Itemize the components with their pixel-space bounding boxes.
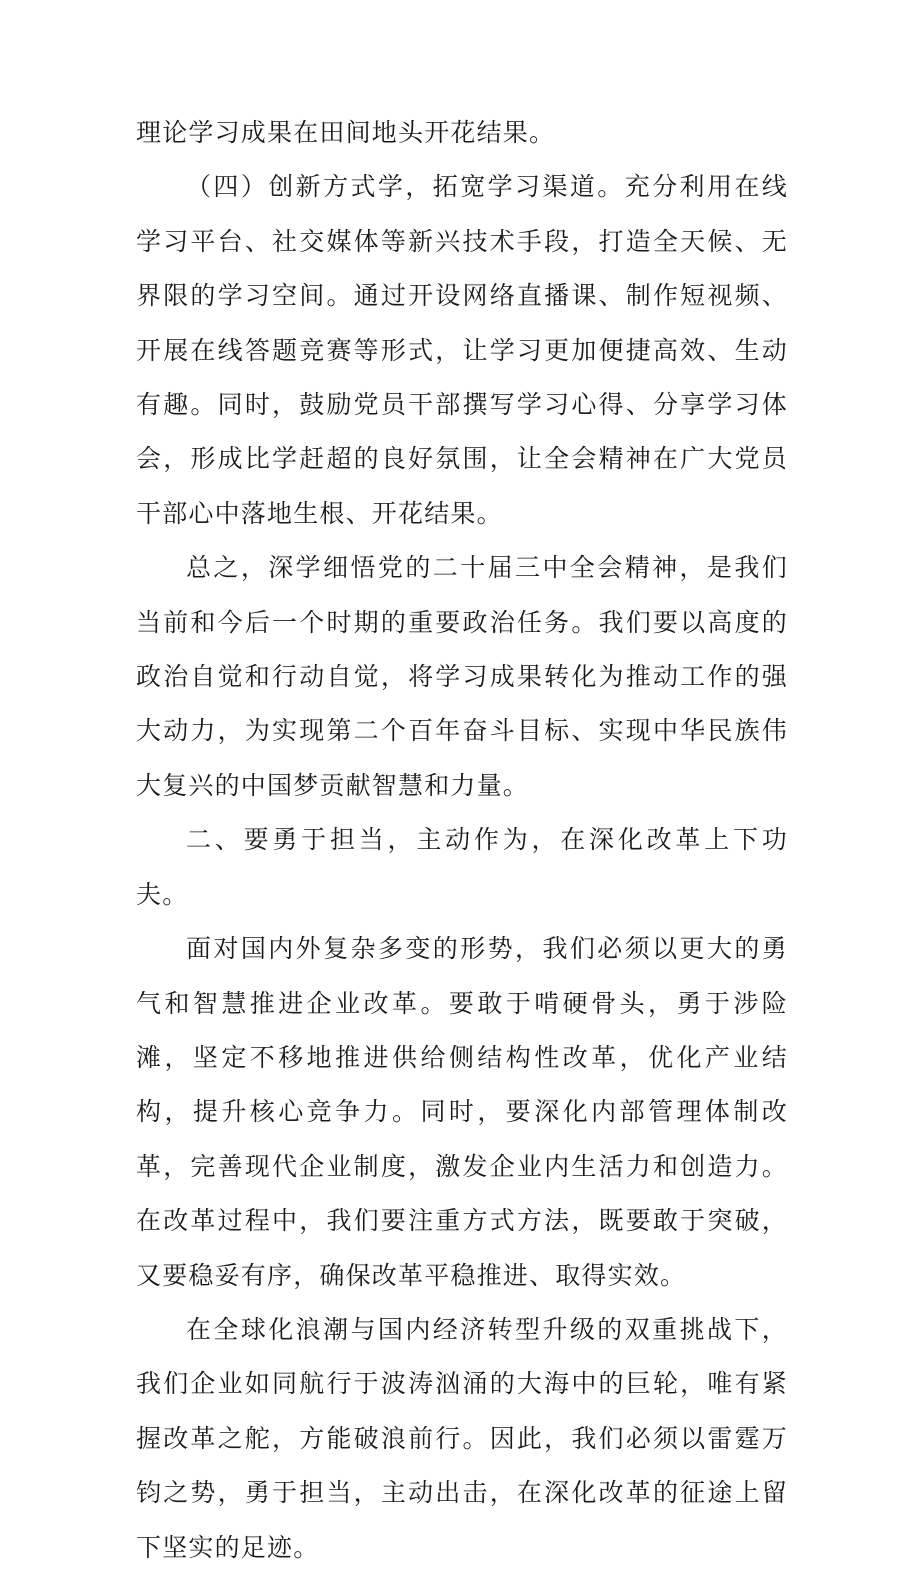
paragraph-globalization: 在全球化浪潮与国内经济转型升级的双重挑战下，我们企业如同航行于波涛汹涌的大海中的巨轮，唯有紧握改革之舵，方能破浪前行。因此，我们必须以雷霆万钧之势，勇于担当，主动出击，在深化改革的征途上留下坚实的足迹。 xyxy=(136,1314,788,1562)
paragraph-reform-courage: 面对国内外复杂多变的形势，我们必须以更大的勇气和智慧推进企业改革。要敢于啃硬骨头，勇于涉险滩，坚定不移地推进供给侧结构性改革，优化产业结构，提升核心竞争力。同时，要深化内部管理体制改革，完善现代企业制度，激发企业内生活力和创造力。在改革过程中，我们要注重方式方法，既要敢于突破，又要稳妥有序，确保改革平稳推进、取得实效。 xyxy=(136,934,788,1290)
document-body xyxy=(136,106,788,1575)
paragraph-summary: 总之，深学细悟党的二十届三中全会精神，是我们当前和今后一个时期的重要政治任务。我们要以高度的政治自觉和行动自觉，将学习成果转化为推动工作的强大动力，为实现第二个百年奋斗目标、实现中华民族伟大复兴的中国梦贡献智慧和力量。 xyxy=(136,553,788,800)
section-heading-reform: 二、要勇于担当，主动作为，在深化改革上下功夫。 xyxy=(136,825,788,909)
paragraph-innovation-learning: （四）创新方式学，拓宽学习渠道。充分利用在线学习平台、社交媒体等新兴技术手段，打造全天候、无界限的学习空间。通过开设网络直播课、制作短视频、开展在线答题竞赛等形式，让学习更加便捷高效、生动有趣。同时，鼓励党员干部撰写学习心得、分享学习体会，形成比学赶超的良好氛围，让全会精神在广大党员干部心中落地生根、开花结果。 xyxy=(136,172,788,528)
paragraph-continuation: 理论学习成果在田间地头开花结果。 xyxy=(136,118,556,147)
